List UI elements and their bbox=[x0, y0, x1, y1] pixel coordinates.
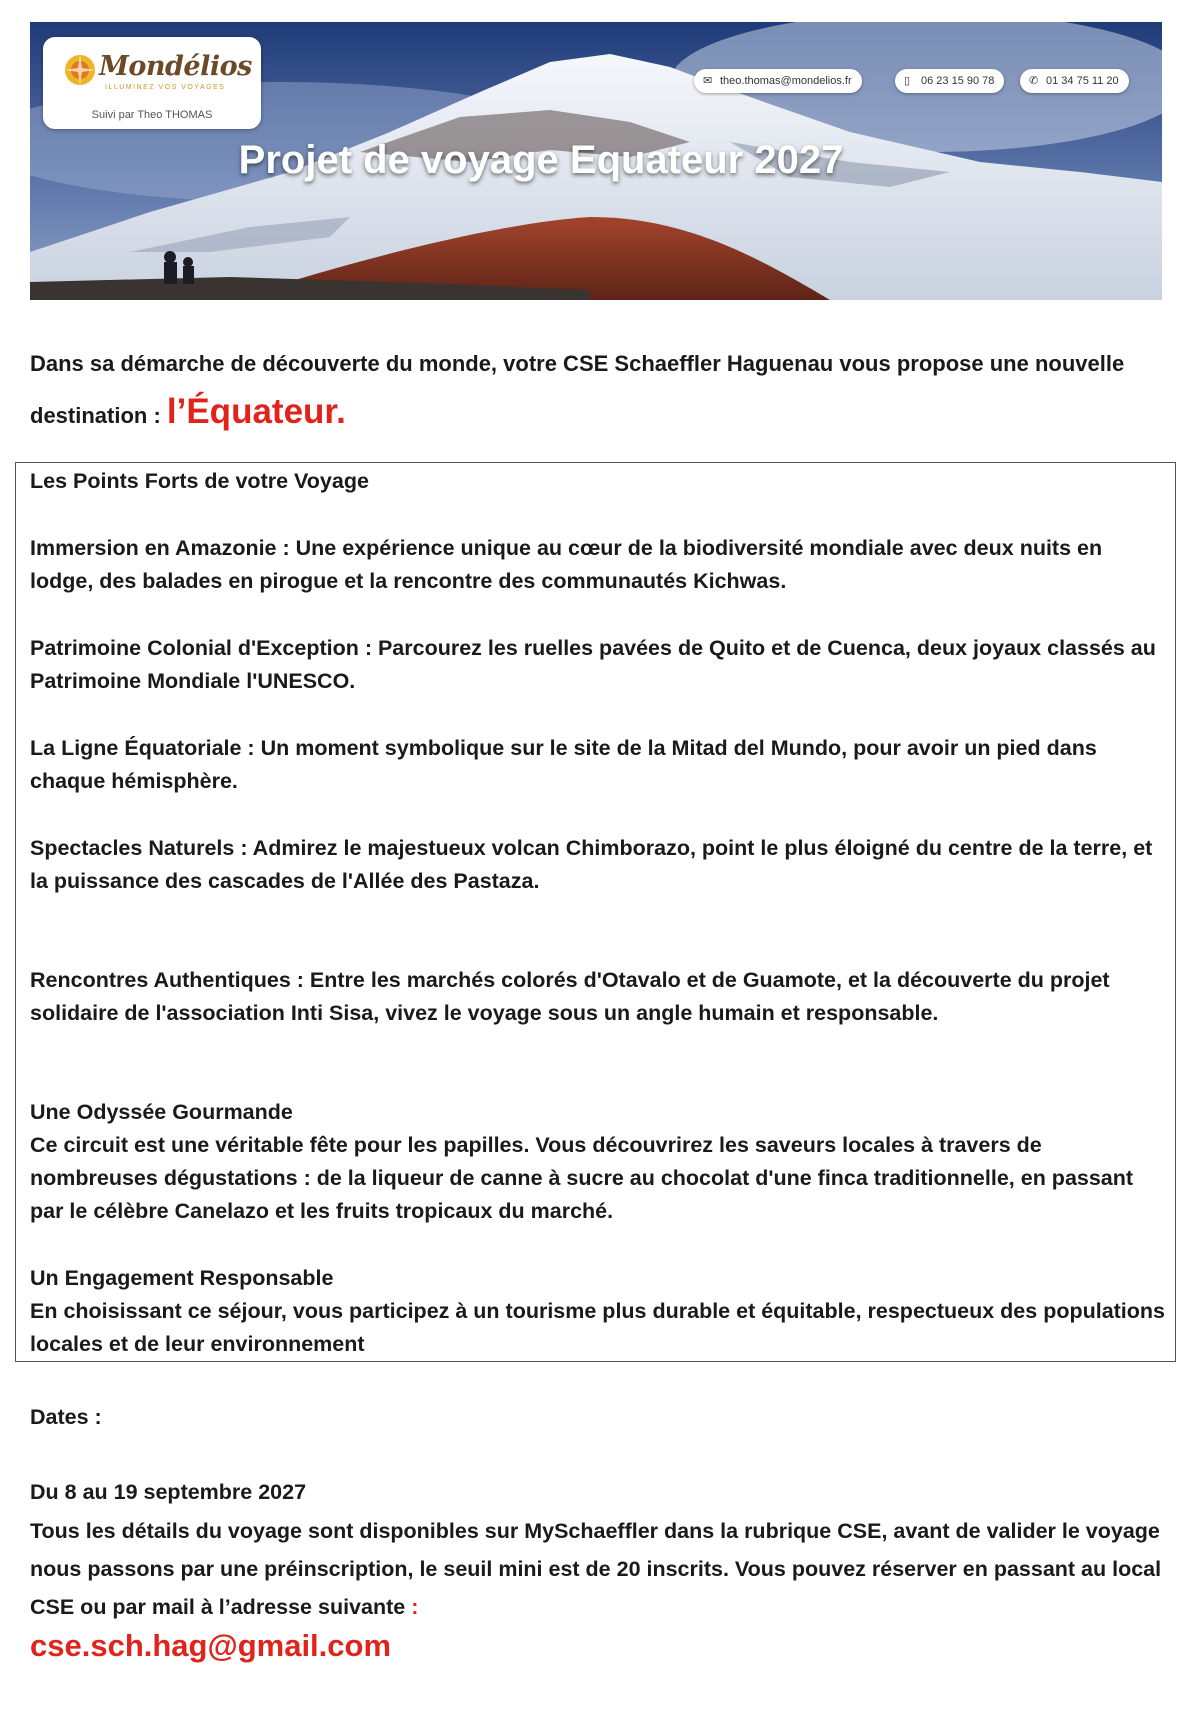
envelope-icon: ✉ bbox=[703, 75, 713, 87]
highlight-item bbox=[30, 532, 1165, 598]
highlight-item bbox=[30, 1262, 1165, 1361]
banner-title: Projet de voyage Equateur 2027 bbox=[238, 138, 844, 182]
mobile-contact-text: 06 23 15 90 78 bbox=[921, 75, 995, 87]
highlight-text: Une expérience unique au cœur de la biodiversité mondiale avec deux nuits en lodge, des balades en pirogue et la rencontre des communautés Kichwas. bbox=[30, 536, 1103, 593]
contact-email-link[interactable]: cse.sch.hag@gmail.com bbox=[30, 1628, 392, 1663]
phone-icon: ✆ bbox=[1029, 75, 1039, 87]
mondelios-logo bbox=[43, 37, 261, 129]
highlight-lead: Spectacles Naturels : bbox=[30, 836, 248, 860]
logo-tagline: ILLUMINEZ VOS VOYAGES bbox=[105, 84, 226, 91]
booking-details-text: Tous les détails du voyage sont disponibles sur MySchaeffler dans la rubrique CSE, avant de valider le voyage nous passons par une préinscription, le seuil mini est de 20 inscrits. Vous pouvez réserver en passant au local CSE ou par mail à l’adresse suivante bbox=[30, 1519, 1162, 1619]
intro-paragraph bbox=[30, 340, 1170, 440]
intro-text: Dans sa démarche de découverte du monde, votre CSE Schaeffler Haguenau vous propose une nouvelle destination : bbox=[30, 351, 1125, 428]
highlight-lead: La Ligne Équatoriale : bbox=[30, 736, 255, 760]
highlight-lead: Immersion en Amazonie : bbox=[30, 536, 290, 560]
highlight-item bbox=[30, 964, 1165, 1030]
highlight-text: : Parcourez les ruelles pavées de Quito et de Cuenca, deux joyaux classés au Patrimoine Mondiale l'UNESCO. bbox=[30, 636, 1156, 693]
header-banner bbox=[30, 22, 1162, 300]
highlight-item bbox=[30, 732, 1165, 798]
highlight-text: Un moment symbolique sur le site de la Mitad del Mundo, pour avoir un pied dans chaque hémisphère. bbox=[30, 736, 1097, 793]
dates-label: Dates : bbox=[30, 1405, 102, 1429]
highlight-item bbox=[30, 1096, 1165, 1228]
highlight-lead: Patrimoine Colonial d'Exception bbox=[30, 636, 359, 660]
highlight-lead: Un Engagement Responsable bbox=[30, 1266, 334, 1290]
logo-name: Mondélios bbox=[99, 51, 252, 82]
destination-highlight: l’Équateur. bbox=[166, 392, 346, 431]
highlight-item bbox=[30, 632, 1165, 698]
sun-icon bbox=[63, 53, 97, 87]
mobile-phone-icon: ▯ bbox=[904, 75, 911, 87]
phone-contact-pill[interactable] bbox=[1020, 69, 1129, 93]
phone-contact-text: 01 34 75 11 20 bbox=[1046, 75, 1119, 87]
highlight-text: Entre les marchés colorés d'Otavalo et de Guamote, et la découverte du projet solidaire de l'association Inti Sisa, vivez le voyage sous un angle humain et responsable. bbox=[30, 968, 1110, 1025]
highlight-text: Admirez le majestueux volcan Chimborazo, point le plus éloigné du centre de la terre, et la puissance des cascades de l'Allée des Pastaza. bbox=[30, 836, 1153, 893]
highlight-lead: Une Odyssée Gourmande bbox=[30, 1100, 293, 1124]
mobile-contact-pill[interactable] bbox=[895, 69, 1004, 93]
booking-details bbox=[30, 1512, 1165, 1626]
highlights-title: Les Points Forts de votre Voyage bbox=[30, 469, 369, 493]
highlight-item bbox=[30, 832, 1165, 898]
dates-range: Du 8 au 19 septembre 2027 bbox=[30, 1480, 307, 1504]
email-contact-text: theo.thomas@mondelios.fr bbox=[720, 75, 852, 87]
highlight-text: Ce circuit est une véritable fête pour les papilles. Vous découvrirez les saveurs locales à travers de nombreuses dégustations : de la liqueur de canne à sucre au chocolat d'une finca traditionnelle, en passant par le célèbre Canelazo et les fruits tropicaux du marché. bbox=[30, 1133, 1134, 1223]
followed-by-label: Suivi par Theo THOMAS bbox=[91, 109, 213, 121]
booking-details-colon: : bbox=[411, 1595, 419, 1619]
highlight-lead: Rencontres Authentiques : bbox=[30, 968, 304, 992]
highlight-text: En choisissant ce séjour, vous participez à un tourisme plus durable et équitable, respectueux des populations locales et de leur environnement bbox=[30, 1299, 1166, 1356]
email-contact-pill[interactable] bbox=[694, 69, 862, 93]
